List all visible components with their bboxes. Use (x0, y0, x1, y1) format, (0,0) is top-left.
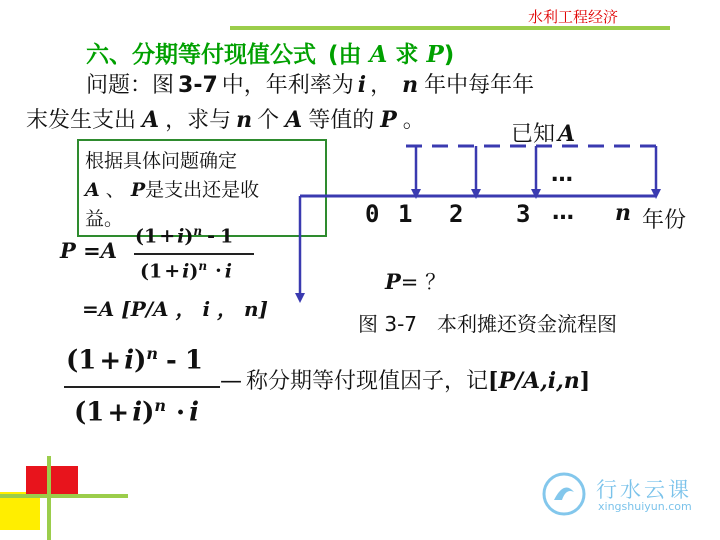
decor-green-vertical (47, 456, 51, 540)
big-den-dot: · (176, 397, 186, 428)
big-num-open: (1 (66, 345, 97, 376)
problem-l2-end: 。 (402, 108, 425, 133)
factor-dash: — (220, 369, 242, 394)
n-var: n (402, 72, 419, 98)
note-rest: 是支出还是收 (145, 179, 260, 201)
watermark-url: xingshuiyun.com (598, 500, 692, 513)
small-num-close: ) (184, 225, 194, 248)
big-num-exp: n (146, 344, 159, 363)
big-den-close: ) (142, 397, 155, 428)
problem-l2-prefix: 末发生支出 (26, 108, 137, 133)
tick-label-2: 2 (449, 200, 464, 228)
small-num-exp: n (193, 224, 203, 238)
big-den-i: i (132, 397, 143, 428)
problem-l2-mid: ，求与 (165, 108, 232, 133)
known-var-a: A (558, 121, 576, 147)
tick-label-dots: … (552, 200, 574, 225)
note-sep: 、 (105, 179, 125, 201)
factor-text: 称分期等付现值因子，记 (246, 369, 489, 394)
tick-label-n: n (615, 200, 631, 226)
small-formula-denominator (140, 259, 232, 282)
title-given-word: 由 (338, 42, 362, 68)
note-var-p: P (130, 179, 146, 201)
axis-label-year: 年份 (642, 208, 687, 233)
watermark-logo-icon (540, 470, 588, 518)
big-num-one: 1 (184, 345, 203, 376)
problem-mid: 中，年利率为 (221, 73, 354, 98)
factor-bracket-open: [ (488, 368, 499, 394)
known-label (511, 117, 575, 148)
factor-bracket-close: ] (579, 368, 591, 394)
small-den-i2: i (224, 260, 232, 283)
tick-label-1: 1 (398, 200, 413, 228)
factor-description (220, 364, 590, 395)
note-line-1: 根据具体问题确定 (85, 150, 238, 172)
known-text: 已知 (511, 122, 556, 147)
decor-red-block (26, 466, 78, 496)
section-title-text: 六、分期等付现值公式 (86, 42, 316, 68)
small-num-one: 1 (219, 225, 234, 248)
title-paren-close: ) (443, 42, 455, 68)
small-num-plus: + (159, 225, 176, 248)
note-var-a: A (85, 179, 100, 201)
small-formula-lhs (60, 238, 117, 263)
figure-ref: 3-7 (178, 73, 218, 98)
small-den-i: i (182, 260, 190, 283)
small-den-open: (1 (140, 260, 163, 283)
big-den-open: (1 (74, 397, 105, 428)
small-eq: = (83, 238, 101, 263)
p-unknown-var: P (385, 269, 401, 294)
small-fraction-bar (134, 253, 254, 255)
short-form-notation: =A [P/A ， i ， n] (82, 297, 269, 321)
title-var-p: P (426, 41, 444, 68)
small-den-exp: n (198, 259, 208, 273)
big-num-i: i (124, 345, 135, 376)
big-den-plus: + (107, 397, 130, 428)
small-a: A (100, 238, 118, 263)
big-den-exp: n (154, 396, 167, 415)
big-formula-denominator (74, 396, 199, 428)
big-den-i2: i (189, 397, 199, 428)
big-num-plus: + (99, 345, 122, 376)
course-title: 水利工程经济 (528, 8, 619, 26)
big-fraction-bar (64, 386, 220, 388)
p-unknown-query: = ？ (400, 270, 447, 294)
top-dots: … (551, 162, 573, 187)
small-lhs-p: P (60, 238, 76, 263)
small-num-open: (1 (135, 225, 158, 248)
big-num-close: ) (134, 345, 147, 376)
title-seek-word: 求 (395, 42, 419, 68)
n-var-2: n (236, 107, 253, 133)
small-num-minus: - (207, 225, 215, 248)
p-unknown-label (385, 266, 446, 296)
note-line-3: 益。 (85, 208, 124, 230)
problem-l2-mid2: 个 (257, 108, 280, 133)
small-num-i: i (177, 225, 185, 248)
note-line-2 (85, 176, 319, 205)
title-var-a: A (369, 41, 388, 68)
p-var: P (380, 107, 397, 133)
decor-green-horizontal (0, 494, 128, 498)
problem-comma: ， (370, 73, 393, 98)
section-title (86, 36, 454, 69)
big-formula-numerator (66, 344, 203, 376)
a-var: A (142, 107, 160, 133)
tick-label-3: 3 (516, 200, 531, 228)
small-den-plus: + (164, 260, 181, 283)
factor-notation: P/A,i,n (498, 368, 580, 394)
watermark-brand: 行水云课 (596, 478, 692, 502)
a-var-2: A (285, 107, 303, 133)
big-num-minus: - (166, 345, 177, 376)
small-den-close: ) (189, 260, 199, 283)
rate-var: i (357, 72, 367, 98)
problem-line-1 (86, 68, 534, 99)
problem-suffix: 年中每年年 (424, 73, 535, 98)
small-formula-numerator (135, 224, 233, 247)
title-paren-open: ( (328, 42, 339, 68)
problem-prefix: 问题：图 (86, 73, 175, 98)
small-den-dot: · (215, 260, 222, 283)
problem-l2-mid3: 等值的 (308, 108, 375, 133)
tick-label-0: 0 (365, 200, 380, 228)
figure-caption: 图 3-7 本利摊还资金流程图 (358, 312, 618, 336)
